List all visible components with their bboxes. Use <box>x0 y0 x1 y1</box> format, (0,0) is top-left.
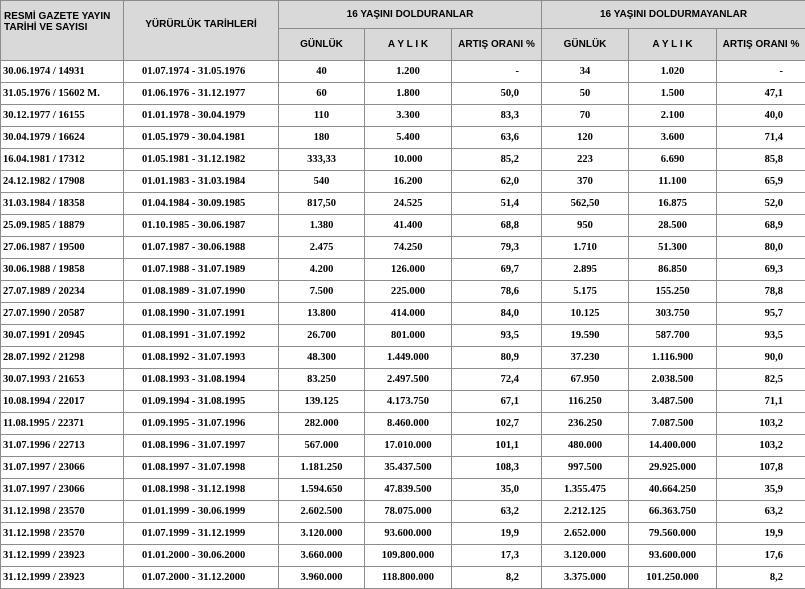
gazette-cell: 10.08.1994 / 22017 <box>1 391 124 413</box>
table-row <box>1 369 805 391</box>
gazette-column-header: RESMİ GAZETE YAYIN TARİHİ VE SAYISI <box>1 1 124 61</box>
under16-monthly-cell: 16.875 <box>629 193 717 215</box>
gazette-cell: 31.07.1997 / 23066 <box>1 479 124 501</box>
table-row <box>1 171 805 193</box>
under16-monthly-cell: 3.600 <box>629 127 717 149</box>
over16-increase-cell: 50,0 <box>452 83 542 105</box>
over16-daily-cell: 26.700 <box>279 325 365 347</box>
under16-increase-cell: 71,4 <box>717 127 805 149</box>
under16-monthly-cell: 6.690 <box>629 149 717 171</box>
under16-monthly-cell: 1.020 <box>629 61 717 83</box>
under16-monthly-cell: 79.560.000 <box>629 523 717 545</box>
under16-increase-cell: 35,9 <box>717 479 805 501</box>
over16-monthly-cell: 225.000 <box>365 281 452 303</box>
under16-increase-cell: 71,1 <box>717 391 805 413</box>
over16-monthly-cell: 1.449.000 <box>365 347 452 369</box>
over16-daily-cell: 817,50 <box>279 193 365 215</box>
under16-daily-cell: 562,50 <box>542 193 629 215</box>
over16-increase-cell: 62,0 <box>452 171 542 193</box>
over16-increase-cell: 68,8 <box>452 215 542 237</box>
under16-increase-cell: 47,1 <box>717 83 805 105</box>
table-row <box>1 193 805 215</box>
over16-increase-cell: 51,4 <box>452 193 542 215</box>
over16-monthly-cell: 74.250 <box>365 237 452 259</box>
under16-monthly-cell: 1.500 <box>629 83 717 105</box>
gazette-cell: 27.06.1987 / 19500 <box>1 237 124 259</box>
under16-monthly-cell: 93.600.000 <box>629 545 717 567</box>
table-row <box>1 501 805 523</box>
over16-daily-cell: 4.200 <box>279 259 365 281</box>
under16-increase-cell: 78,8 <box>717 281 805 303</box>
over16-daily-cell: 7.500 <box>279 281 365 303</box>
under16-daily-cell: 50 <box>542 83 629 105</box>
table-row <box>1 215 805 237</box>
over16-increase-cell: 102,7 <box>452 413 542 435</box>
effective-period-cell: 01.01.1999 - 30.06.1999 <box>124 501 279 523</box>
over16-daily-cell: 1.594.650 <box>279 479 365 501</box>
under16-monthly-cell: 86.850 <box>629 259 717 281</box>
over16-increase-cell: 79,3 <box>452 237 542 259</box>
effective-period-cell: 01.06.1976 - 31.12.1977 <box>124 83 279 105</box>
over16-daily-cell: 139.125 <box>279 391 365 413</box>
under16-monthly-cell: 28.500 <box>629 215 717 237</box>
over16-increase-cell: 63,6 <box>452 127 542 149</box>
effective-period-cell: 01.08.1991 - 31.07.1992 <box>124 325 279 347</box>
under16-monthly-cell: 3.487.500 <box>629 391 717 413</box>
table-row <box>1 303 805 325</box>
over16-increase-cell: - <box>452 61 542 83</box>
under16-daily-cell: 3.120.000 <box>542 545 629 567</box>
under16-daily-cell: 5.175 <box>542 281 629 303</box>
over16-increase-cell: 17,3 <box>452 545 542 567</box>
over16-group-header: 16 YAŞINI DOLDURANLAR <box>279 1 542 29</box>
gazette-cell: 27.07.1989 / 20234 <box>1 281 124 303</box>
under16-daily-cell: 2.652.000 <box>542 523 629 545</box>
gazette-cell: 30.12.1977 / 16155 <box>1 105 124 127</box>
over16-increase-cell: 83,3 <box>452 105 542 127</box>
over16-monthly-cell: 109.800.000 <box>365 545 452 567</box>
under16-monthly-cell: 101.250.000 <box>629 567 717 589</box>
over16-increase-cell: 108,3 <box>452 457 542 479</box>
table-row <box>1 435 805 457</box>
under16-daily-cell: 116.250 <box>542 391 629 413</box>
under16-monthly-cell: 40.664.250 <box>629 479 717 501</box>
over16-monthly-cell: 16.200 <box>365 171 452 193</box>
table-row <box>1 127 805 149</box>
effective-period-cell: 01.08.1992 - 31.07.1993 <box>124 347 279 369</box>
gazette-cell: 30.07.1993 / 21653 <box>1 369 124 391</box>
over16-daily-header: GÜNLÜK <box>279 29 365 61</box>
over16-monthly-cell: 10.000 <box>365 149 452 171</box>
gazette-cell: 31.12.1999 / 23923 <box>1 545 124 567</box>
under16-monthly-cell: 2.100 <box>629 105 717 127</box>
gazette-cell: 31.12.1999 / 23923 <box>1 567 124 589</box>
effective-period-cell: 01.01.1983 - 31.03.1984 <box>124 171 279 193</box>
under16-monthly-cell: 29.925.000 <box>629 457 717 479</box>
over16-monthly-header: A Y L I K <box>365 29 452 61</box>
over16-increase-cell: 72,4 <box>452 369 542 391</box>
under16-increase-cell: 103,2 <box>717 413 805 435</box>
under16-monthly-cell: 587.700 <box>629 325 717 347</box>
table-row <box>1 567 805 589</box>
under16-increase-cell: 8,2 <box>717 567 805 589</box>
over16-monthly-cell: 93.600.000 <box>365 523 452 545</box>
gazette-cell: 24.12.1982 / 17908 <box>1 171 124 193</box>
effective-period-cell: 01.08.1989 - 31.07.1990 <box>124 281 279 303</box>
effective-period-cell: 01.01.1978 - 30.04.1979 <box>124 105 279 127</box>
over16-increase-cell: 78,6 <box>452 281 542 303</box>
table-row <box>1 83 805 105</box>
under16-daily-cell: 950 <box>542 215 629 237</box>
table-body <box>1 61 805 589</box>
gazette-cell: 31.03.1984 / 18358 <box>1 193 124 215</box>
effective-period-cell: 01.08.1993 - 31.08.1994 <box>124 369 279 391</box>
over16-monthly-cell: 126.000 <box>365 259 452 281</box>
under16-increase-cell: 69,3 <box>717 259 805 281</box>
under16-increase-cell: - <box>717 61 805 83</box>
over16-daily-cell: 3.660.000 <box>279 545 365 567</box>
effective-period-cell: 01.07.2000 - 31.12.2000 <box>124 567 279 589</box>
under16-increase-cell: 52,0 <box>717 193 805 215</box>
under16-increase-cell: 103,2 <box>717 435 805 457</box>
table-row <box>1 347 805 369</box>
under16-increase-header: ARTIŞ ORANI % <box>717 29 805 61</box>
gazette-cell: 31.07.1996 / 22713 <box>1 435 124 457</box>
table-row <box>1 479 805 501</box>
under16-monthly-cell: 11.100 <box>629 171 717 193</box>
under16-daily-cell: 1.355.475 <box>542 479 629 501</box>
over16-increase-cell: 80,9 <box>452 347 542 369</box>
under16-group-header: 16 YAŞINI DOLDURMAYANLAR <box>542 1 805 29</box>
over16-monthly-cell: 5.400 <box>365 127 452 149</box>
under16-increase-cell: 82,5 <box>717 369 805 391</box>
under16-increase-cell: 65,9 <box>717 171 805 193</box>
over16-monthly-cell: 78.075.000 <box>365 501 452 523</box>
table-row <box>1 149 805 171</box>
under16-daily-cell: 34 <box>542 61 629 83</box>
over16-daily-cell: 180 <box>279 127 365 149</box>
over16-monthly-cell: 414.000 <box>365 303 452 325</box>
table-row <box>1 325 805 347</box>
under16-daily-cell: 1.710 <box>542 237 629 259</box>
gazette-cell: 31.07.1997 / 23066 <box>1 457 124 479</box>
over16-daily-cell: 567.000 <box>279 435 365 457</box>
under16-daily-cell: 37.230 <box>542 347 629 369</box>
under16-monthly-cell: 2.038.500 <box>629 369 717 391</box>
under16-increase-cell: 90,0 <box>717 347 805 369</box>
over16-daily-cell: 48.300 <box>279 347 365 369</box>
over16-daily-cell: 40 <box>279 61 365 83</box>
under16-daily-cell: 67.950 <box>542 369 629 391</box>
over16-daily-cell: 1.380 <box>279 215 365 237</box>
effective-period-cell: 01.07.1987 - 30.06.1988 <box>124 237 279 259</box>
effective-period-cell: 01.09.1994 - 31.08.1995 <box>124 391 279 413</box>
over16-monthly-cell: 1.200 <box>365 61 452 83</box>
effective-period-cell: 01.05.1979 - 30.04.1981 <box>124 127 279 149</box>
gazette-cell: 31.05.1976 / 15602 M. <box>1 83 124 105</box>
under16-monthly-cell: 303.750 <box>629 303 717 325</box>
over16-monthly-cell: 801.000 <box>365 325 452 347</box>
under16-increase-cell: 107,8 <box>717 457 805 479</box>
gazette-cell: 30.06.1974 / 14931 <box>1 61 124 83</box>
under16-daily-cell: 236.250 <box>542 413 629 435</box>
under16-increase-cell: 19,9 <box>717 523 805 545</box>
under16-daily-cell: 70 <box>542 105 629 127</box>
effective-period-cell: 01.08.1998 - 31.12.1998 <box>124 479 279 501</box>
under16-daily-cell: 2.895 <box>542 259 629 281</box>
under16-monthly-header: A Y L I K <box>629 29 717 61</box>
effective-dates-column-header: YÜRÜRLÜK TARİHLERİ <box>124 1 279 61</box>
under16-increase-cell: 63,2 <box>717 501 805 523</box>
table-header <box>1 1 805 61</box>
under16-increase-cell: 40,0 <box>717 105 805 127</box>
over16-daily-cell: 540 <box>279 171 365 193</box>
over16-monthly-cell: 4.173.750 <box>365 391 452 413</box>
over16-monthly-cell: 41.400 <box>365 215 452 237</box>
effective-period-cell: 01.01.2000 - 30.06.2000 <box>124 545 279 567</box>
gazette-cell: 30.06.1988 / 19858 <box>1 259 124 281</box>
gazette-cell: 31.12.1998 / 23570 <box>1 523 124 545</box>
effective-period-cell: 01.07.1999 - 31.12.1999 <box>124 523 279 545</box>
over16-increase-cell: 69,7 <box>452 259 542 281</box>
table-row <box>1 391 805 413</box>
under16-daily-cell: 120 <box>542 127 629 149</box>
over16-increase-header: ARTIŞ ORANI % <box>452 29 542 61</box>
over16-daily-cell: 2.602.500 <box>279 501 365 523</box>
table-row <box>1 281 805 303</box>
over16-monthly-cell: 17.010.000 <box>365 435 452 457</box>
gazette-cell: 16.04.1981 / 17312 <box>1 149 124 171</box>
over16-monthly-cell: 3.300 <box>365 105 452 127</box>
under16-increase-cell: 93,5 <box>717 325 805 347</box>
table-row <box>1 545 805 567</box>
under16-increase-cell: 95,7 <box>717 303 805 325</box>
over16-daily-cell: 1.181.250 <box>279 457 365 479</box>
over16-monthly-cell: 118.800.000 <box>365 567 452 589</box>
over16-increase-cell: 101,1 <box>452 435 542 457</box>
table-row <box>1 105 805 127</box>
under16-daily-cell: 10.125 <box>542 303 629 325</box>
under16-monthly-cell: 1.116.900 <box>629 347 717 369</box>
under16-monthly-cell: 14.400.000 <box>629 435 717 457</box>
over16-daily-cell: 110 <box>279 105 365 127</box>
under16-increase-cell: 85,8 <box>717 149 805 171</box>
over16-monthly-cell: 35.437.500 <box>365 457 452 479</box>
effective-period-cell: 01.09.1995 - 31.07.1996 <box>124 413 279 435</box>
under16-daily-cell: 370 <box>542 171 629 193</box>
under16-daily-cell: 223 <box>542 149 629 171</box>
under16-daily-cell: 19.590 <box>542 325 629 347</box>
gazette-cell: 28.07.1992 / 21298 <box>1 347 124 369</box>
gazette-cell: 11.08.1995 / 22371 <box>1 413 124 435</box>
over16-monthly-cell: 8.460.000 <box>365 413 452 435</box>
over16-increase-cell: 93,5 <box>452 325 542 347</box>
over16-daily-cell: 282.000 <box>279 413 365 435</box>
over16-increase-cell: 19,9 <box>452 523 542 545</box>
over16-daily-cell: 3.960.000 <box>279 567 365 589</box>
under16-increase-cell: 68,9 <box>717 215 805 237</box>
effective-period-cell: 01.08.1996 - 31.07.1997 <box>124 435 279 457</box>
under16-daily-cell: 997.500 <box>542 457 629 479</box>
gazette-cell: 25.09.1985 / 18879 <box>1 215 124 237</box>
effective-period-cell: 01.07.1988 - 31.07.1989 <box>124 259 279 281</box>
over16-increase-cell: 84,0 <box>452 303 542 325</box>
effective-period-cell: 01.10.1985 - 30.06.1987 <box>124 215 279 237</box>
effective-period-cell: 01.05.1981 - 31.12.1982 <box>124 149 279 171</box>
table-row <box>1 259 805 281</box>
over16-daily-cell: 3.120.000 <box>279 523 365 545</box>
under16-daily-cell: 2.212.125 <box>542 501 629 523</box>
over16-increase-cell: 8,2 <box>452 567 542 589</box>
table-row <box>1 413 805 435</box>
over16-increase-cell: 67,1 <box>452 391 542 413</box>
over16-monthly-cell: 47.839.500 <box>365 479 452 501</box>
gazette-cell: 30.04.1979 / 16624 <box>1 127 124 149</box>
under16-monthly-cell: 155.250 <box>629 281 717 303</box>
over16-daily-cell: 60 <box>279 83 365 105</box>
table-row <box>1 457 805 479</box>
over16-daily-cell: 333,33 <box>279 149 365 171</box>
table-row <box>1 237 805 259</box>
gazette-cell: 30.07.1991 / 20945 <box>1 325 124 347</box>
under16-daily-cell: 3.375.000 <box>542 567 629 589</box>
effective-period-cell: 01.07.1974 - 31.05.1976 <box>124 61 279 83</box>
under16-monthly-cell: 66.363.750 <box>629 501 717 523</box>
under16-monthly-cell: 51.300 <box>629 237 717 259</box>
over16-daily-cell: 2.475 <box>279 237 365 259</box>
under16-daily-cell: 480.000 <box>542 435 629 457</box>
over16-monthly-cell: 2.497.500 <box>365 369 452 391</box>
over16-daily-cell: 83.250 <box>279 369 365 391</box>
over16-monthly-cell: 24.525 <box>365 193 452 215</box>
over16-increase-cell: 35,0 <box>452 479 542 501</box>
effective-period-cell: 01.08.1997 - 31.07.1998 <box>124 457 279 479</box>
under16-increase-cell: 80,0 <box>717 237 805 259</box>
under16-daily-header: GÜNLÜK <box>542 29 629 61</box>
under16-monthly-cell: 7.087.500 <box>629 413 717 435</box>
over16-increase-cell: 63,2 <box>452 501 542 523</box>
over16-increase-cell: 85,2 <box>452 149 542 171</box>
over16-monthly-cell: 1.800 <box>365 83 452 105</box>
effective-period-cell: 01.08.1990 - 31.07.1991 <box>124 303 279 325</box>
table-row <box>1 61 805 83</box>
gazette-cell: 31.12.1998 / 23570 <box>1 501 124 523</box>
under16-increase-cell: 17,6 <box>717 545 805 567</box>
effective-period-cell: 01.04.1984 - 30.09.1985 <box>124 193 279 215</box>
over16-daily-cell: 13.800 <box>279 303 365 325</box>
gazette-cell: 27.07.1990 / 20587 <box>1 303 124 325</box>
